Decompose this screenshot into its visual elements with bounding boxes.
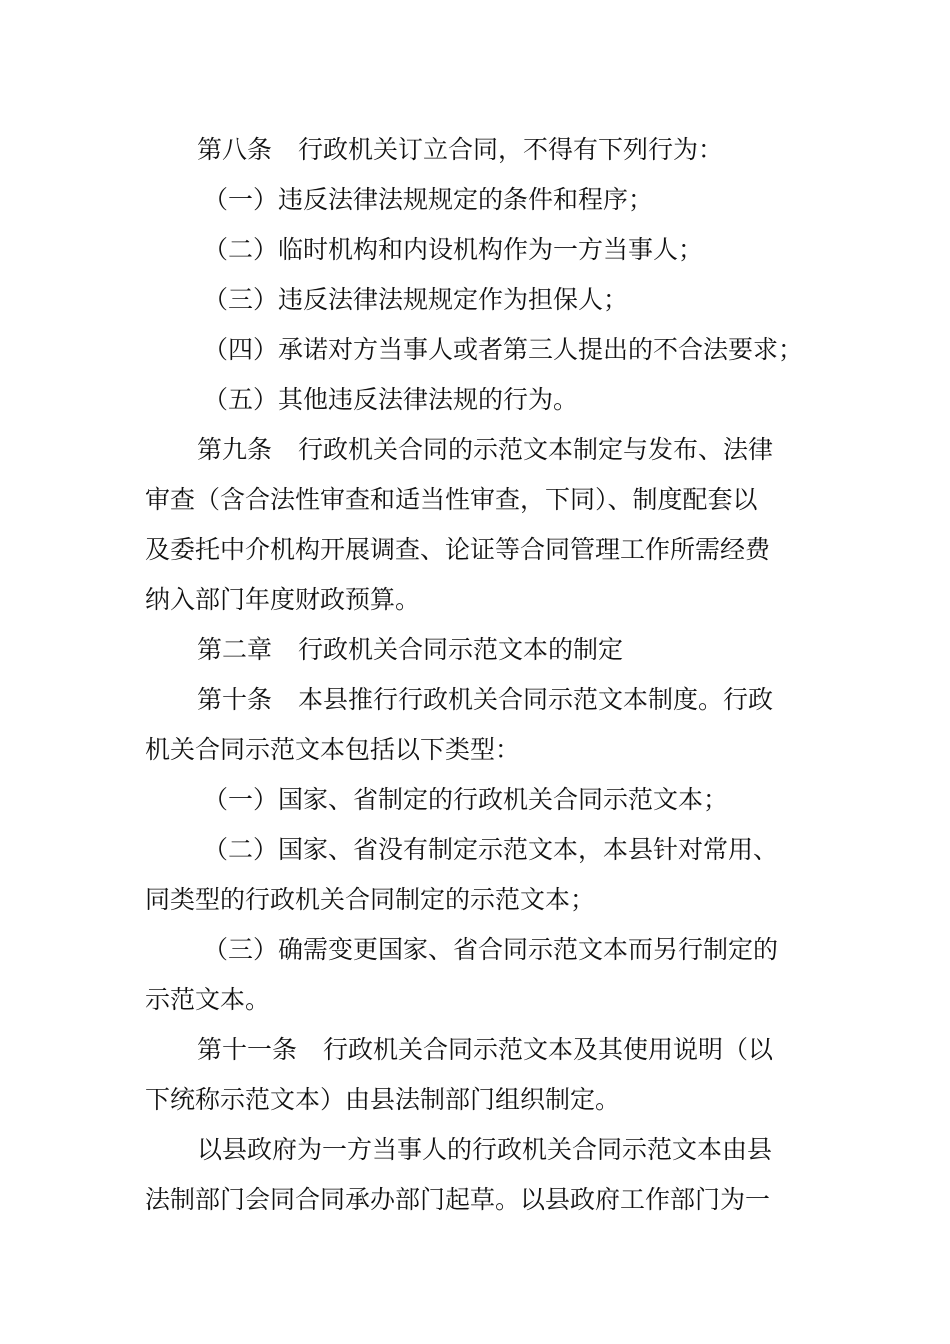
paragraph-line: 示范文本。: [145, 985, 271, 1014]
article-text: 行政机关合同示范文本及其使用说明（以: [323, 1035, 774, 1064]
list-item: （一）国家、省制定的行政机关合同示范文本；: [203, 785, 729, 814]
paragraph-line: 下统称示范文本）由县法制部门组织制定。: [145, 1085, 621, 1114]
paragraph-line: 纳入部门年度财政预算。: [145, 585, 421, 614]
article-text: 行政机关订立合同，不得有下列行为：: [298, 135, 724, 164]
article-label: 第九条: [197, 435, 273, 464]
list-item: （五）其他违反法律法规的行为。: [203, 385, 579, 414]
article-11-heading: [145, 1025, 807, 1075]
chapter-title: 行政机关合同示范文本的制定: [298, 635, 624, 664]
article-text: 本县推行行政机关合同示范文本制度。行政: [298, 685, 774, 714]
article-8-heading: [145, 125, 807, 175]
paragraph-line: 机关合同示范文本包括以下类型：: [145, 735, 521, 764]
list-item: （二）国家、省没有制定示范文本，本县针对常用、: [203, 835, 779, 864]
paragraph-line: 审查（含合法性审查和适当性审查，下同）、制度配套以: [145, 485, 758, 514]
list-item: （四）承诺对方当事人或者第三人提出的不合法要求；: [203, 335, 804, 364]
list-item: （一）违反法律法规规定的条件和程序；: [203, 185, 654, 214]
article-10-heading: [145, 675, 807, 725]
paragraph-line: 法制部门会同合同承办部门起草。以县政府工作部门为一: [145, 1185, 771, 1214]
list-item: （二）临时机构和内设机构作为一方当事人；: [203, 235, 704, 264]
paragraph-line: 同类型的行政机关合同制定的示范文本；: [145, 885, 596, 914]
document-body: [145, 125, 807, 1225]
article-label: 第十条: [197, 685, 273, 714]
paragraph-line: 以县政府为一方当事人的行政机关合同示范文本由县: [197, 1135, 773, 1164]
paragraph-line: 及委托中介机构开展调查、论证等合同管理工作所需经费: [145, 535, 771, 564]
list-item: （三）确需变更国家、省合同示范文本而另行制定的: [203, 935, 779, 964]
article-9-heading: [145, 425, 807, 475]
chapter-label: 第二章: [197, 635, 273, 664]
article-label: 第十一条: [197, 1035, 298, 1064]
article-label: 第八条: [197, 135, 273, 164]
article-text: 行政机关合同的示范文本制定与发布、法律: [298, 435, 774, 464]
chapter-2-heading: [145, 625, 807, 675]
list-item: （三）违反法律法规规定作为担保人；: [203, 285, 629, 314]
